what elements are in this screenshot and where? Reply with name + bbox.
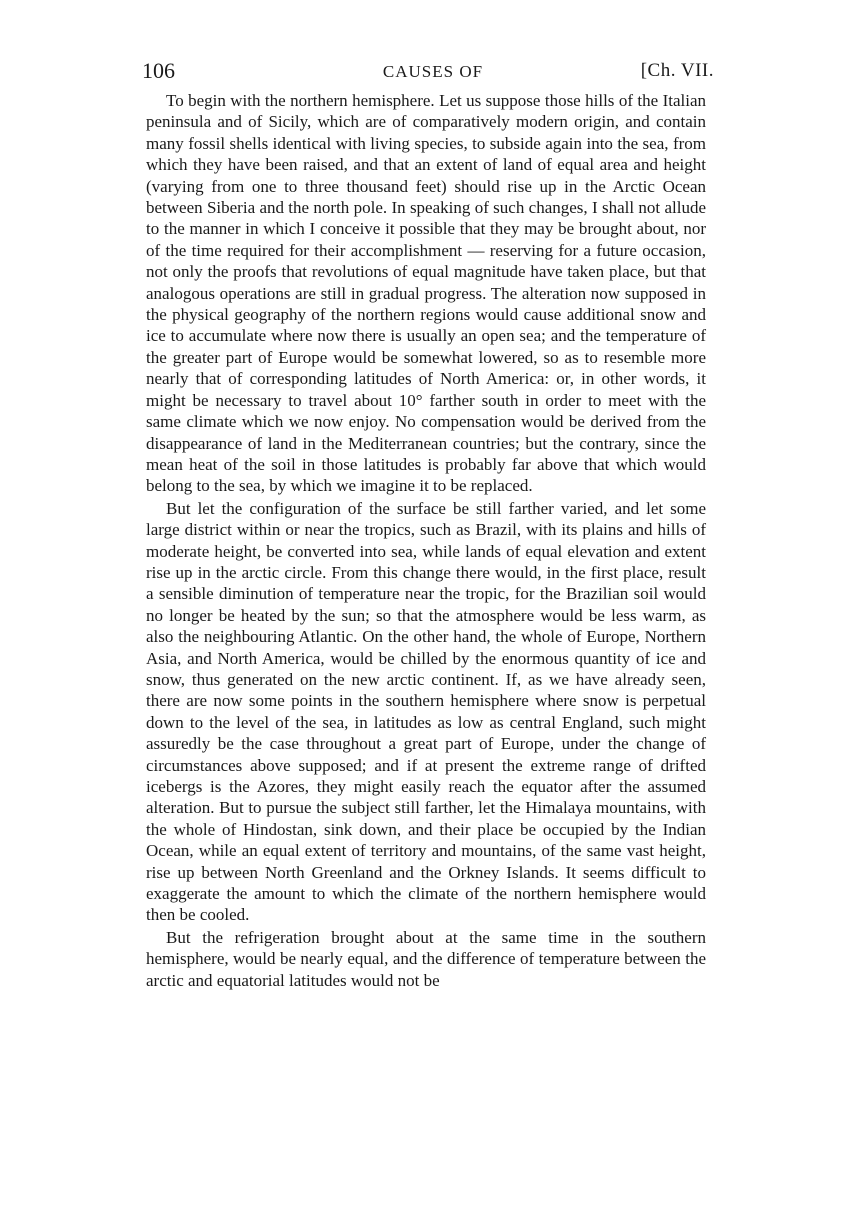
paragraph: But the refrigeration brought about at the same time in the southern hemisphere, would be nearly equal, and the difference of temperature between the arctic and equatorial latitudes would not be — [146, 927, 706, 990]
chapter-reference: [Ch. VII. — [640, 60, 714, 81]
paragraph: To begin with the northern hemisphere. Let us suppose those hills of the Italian peninsula and of Sicily, which are of comparatively modern origin, and contain many fossil shells identical with living species, to subside again into the sea, from which they have been raised, and that an extent of land of equal area and height (varying from one to three thousand feet) should rise up in the Arctic Ocean between Siberia and the north pole. In speaking of such changes, I shall not allude to the manner in which I conceive it possible that they may be brought about, nor of the time required for their accomplishment — reserving for a future occasion, not only the proofs that revolutions of equal magnitude have taken place, but that analogous operations are still in gradual progress. The alteration now supposed in the physical geography of the northern regions would cause additional snow and ice to accumulate where now there is usually an open sea; and the temperature of the greater part of Europe would be somewhat lowered, so as to resemble more nearly that of corresponding latitudes of North America: or, in other words, it might be necessary to travel about 10° farther south in order to meet with the same climate which we now enjoy. No compensation would be derived from the disappearance of land in the Mediterranean countries; but the contrary, since the mean heat of the soil in those latitudes is probably far above that which would belong to the sea, by which we imagine it to be replaced. — [146, 91, 706, 496]
running-title: CAUSES OF — [382, 62, 484, 81]
book-page — [142, 56, 714, 992]
body-text — [146, 90, 706, 991]
running-head — [142, 56, 714, 86]
page-number: 106 — [142, 58, 175, 83]
paragraph: But let the configuration of the surface be still farther varied, and let some large district within or near the tropics, such as Brazil, with its plains and hills of moderate height, be converted into sea, while lands of equal elevation and extent rise up in the arctic circle. From this change there would, in the first place, result a sensible diminution of temperature near the tropic, for the Brazilian soil would no longer be heated by the sun; so that the atmosphere would be less warm, as also the neighbouring Atlantic. On the other hand, the whole of Europe, Northern Asia, and North America, would be chilled by the enormous quantity of ice and snow, thus generated on the new arctic continent. If, as we have already seen, there are now some points in the southern hemisphere where snow is perpetual down to the level of the sea, in latitudes as low as central England, such might assuredly be the case throughout a great part of Europe, under the change of circumstances above supposed; and if at present the extreme range of drifted icebergs is the Azores, they might easily reach the equator after the assumed alteration. But to pursue the subject still farther, let the Himalaya mountains, with the whole of Hindostan, sink down, and their place be occupied by the Indian Ocean, while an equal extent of territory and mountains, of the same vast height, rise up between North Greenland and the Orkney Islands. It seems difficult to exaggerate the amount to which the climate of the northern hemisphere would then be cooled. — [146, 498, 706, 925]
